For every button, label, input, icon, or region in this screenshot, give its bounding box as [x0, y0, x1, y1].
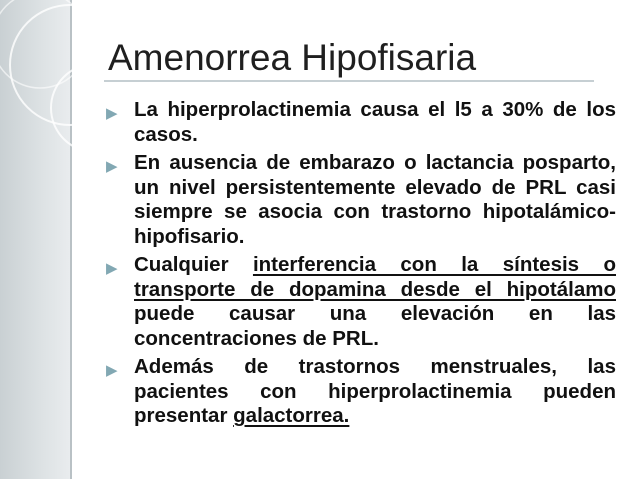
- bullet-marker-icon: ▶: [106, 260, 118, 277]
- bullet-text-part: En ausencia de embarazo o lactancia posparto, un nivel persistentemente elevado de PRL casi siempre se asocia con trastorno hipotalámico-hipofisario.: [134, 151, 616, 248]
- bullet-marker-icon: ▶: [106, 362, 118, 379]
- slide-title: Amenorrea Hipofisaria: [108, 37, 477, 78]
- bullet-marker-icon: ▶: [106, 105, 118, 122]
- bullet-text: [134, 151, 616, 248]
- bullet-item: [106, 253, 616, 351]
- bullet-list: [106, 98, 616, 433]
- bullet-item: [106, 355, 616, 429]
- title-divider: [104, 80, 594, 82]
- bullet-text-part: Además de trastornos menstruales, las pacientes con hiperprolactinemia pueden presentar: [134, 355, 616, 427]
- bullet-marker-icon: ▶: [106, 158, 118, 175]
- bullet-text: [134, 355, 616, 427]
- bullet-item: [106, 98, 616, 147]
- bullet-text-part: Cualquier: [134, 253, 253, 276]
- bullet-underlined-text: galactorrea.: [233, 404, 350, 427]
- bullet-underlined-text: interferencia con la síntesis o transporte de dopamina desde el hipotálamo: [134, 253, 616, 301]
- bullet-text: [134, 253, 616, 350]
- bullet-text-part: puede causar una elevación en las concentraciones de PRL.: [134, 302, 616, 350]
- bullet-text-part: La hiperprolactinemia causa el l5 a 30% de los casos.: [134, 98, 616, 146]
- bullet-item: [106, 151, 616, 249]
- bullet-text: [134, 98, 616, 146]
